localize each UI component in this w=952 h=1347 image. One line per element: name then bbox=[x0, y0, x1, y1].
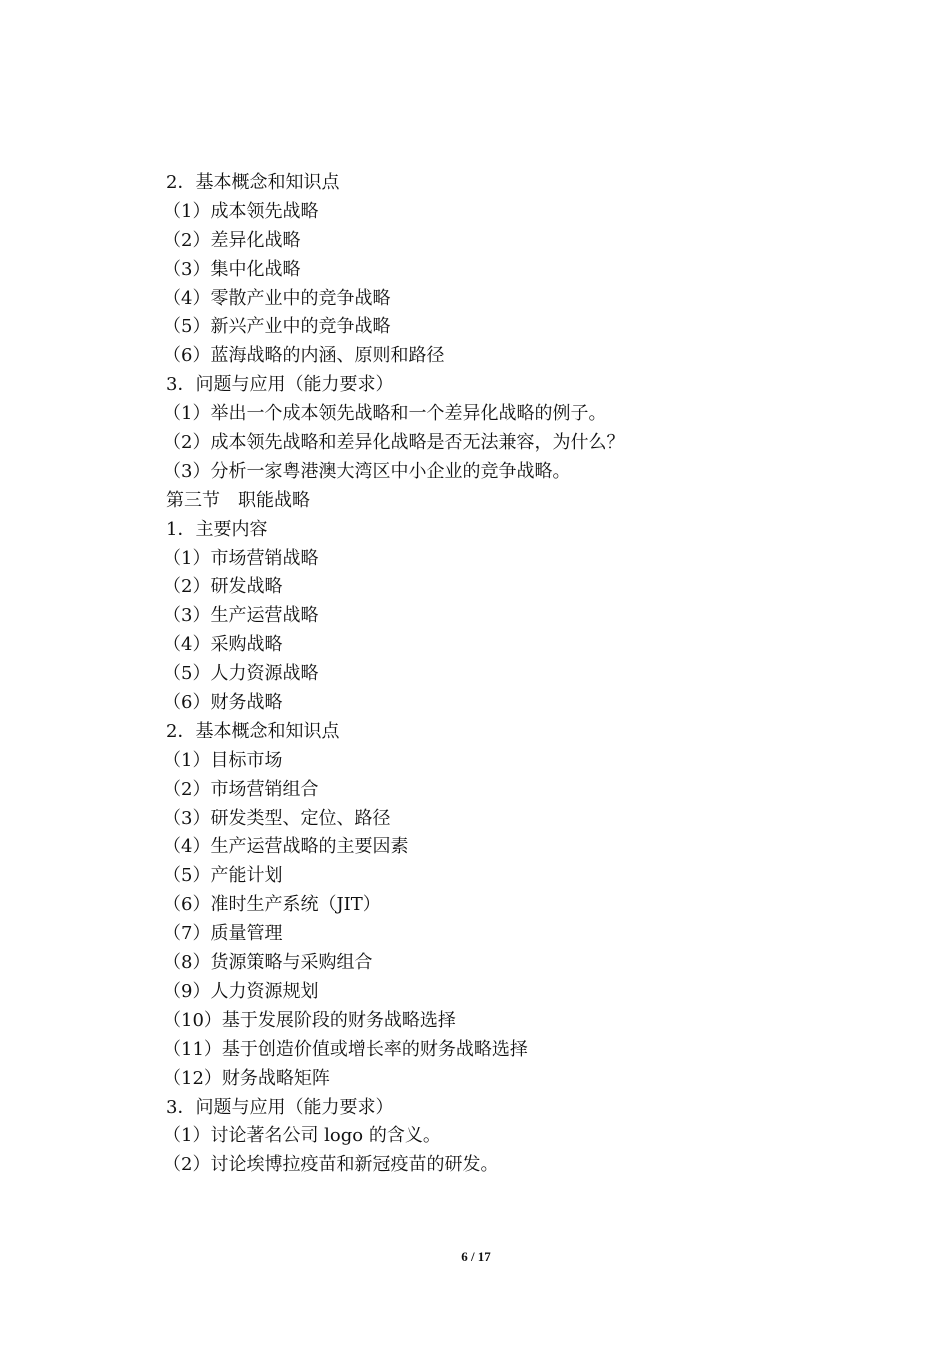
list-item: （12）财务战略矩阵 bbox=[163, 1067, 330, 1089]
list-item: （9）人力资源规划 bbox=[163, 980, 319, 1002]
list-item: （1）市场营销战略 bbox=[163, 547, 319, 569]
list-item: （2）成本领先战略和差异化战略是否无法兼容，为什么？ bbox=[163, 432, 625, 454]
list-item: （5）产能计划 bbox=[163, 865, 283, 887]
list-item: （3）集中化战略 bbox=[163, 258, 301, 280]
page-body bbox=[163, 169, 866, 1180]
list-item: （5）新兴产业中的竞争战略 bbox=[163, 316, 391, 338]
list-item: （6）蓝海战略的内涵、原则和路径 bbox=[163, 345, 445, 367]
list-item: （11）基于创造价值或增长率的财务战略选择 bbox=[163, 1038, 528, 1060]
list-item: （7）质量管理 bbox=[163, 923, 283, 945]
numbered-heading: 1．主要内容 bbox=[166, 518, 268, 540]
list-item: （1）举出一个成本领先战略和一个差异化战略的例子。 bbox=[163, 403, 607, 425]
list-item: （4）采购战略 bbox=[163, 634, 283, 656]
list-item: （6）准时生产系统（JIT） bbox=[163, 894, 381, 916]
list-item: （4）生产运营战略的主要因素 bbox=[163, 836, 409, 858]
list-item: （2）讨论埃博拉疫苗和新冠疫苗的研发。 bbox=[163, 1154, 499, 1176]
list-item: （5）人力资源战略 bbox=[163, 663, 319, 685]
section-heading: 第三节 职能战略 bbox=[166, 489, 310, 511]
list-item: （1）目标市场 bbox=[163, 749, 283, 771]
list-item: （2）市场营销组合 bbox=[163, 778, 319, 800]
numbered-heading: 2．基本概念和知识点 bbox=[166, 720, 340, 742]
list-item: （2）研发战略 bbox=[163, 576, 283, 598]
list-item: （8）货源策略与采购组合 bbox=[163, 952, 373, 974]
numbered-heading: 3．问题与应用（能力要求） bbox=[166, 374, 394, 396]
list-item: （6）财务战略 bbox=[163, 692, 283, 714]
list-item: （1）讨论著名公司 logo 的含义。 bbox=[163, 1125, 441, 1147]
numbered-heading: 3．问题与应用（能力要求） bbox=[166, 1096, 394, 1118]
numbered-heading: 2．基本概念和知识点 bbox=[166, 172, 340, 193]
list-item: （2）差异化战略 bbox=[163, 229, 301, 251]
list-item: （3）研发类型、定位、路径 bbox=[163, 807, 391, 829]
list-item: （1）成本领先战略 bbox=[163, 200, 319, 222]
list-item: （4）零散产业中的竞争战略 bbox=[163, 287, 391, 309]
list-item: （3）分析一家粤港澳大湾区中小企业的竞争战略。 bbox=[163, 460, 571, 482]
page-number: 6 / 17 bbox=[461, 1249, 491, 1264]
list-item: （10）基于发展阶段的财务战略选择 bbox=[163, 1009, 456, 1031]
list-item: （3）生产运营战略 bbox=[163, 605, 319, 627]
